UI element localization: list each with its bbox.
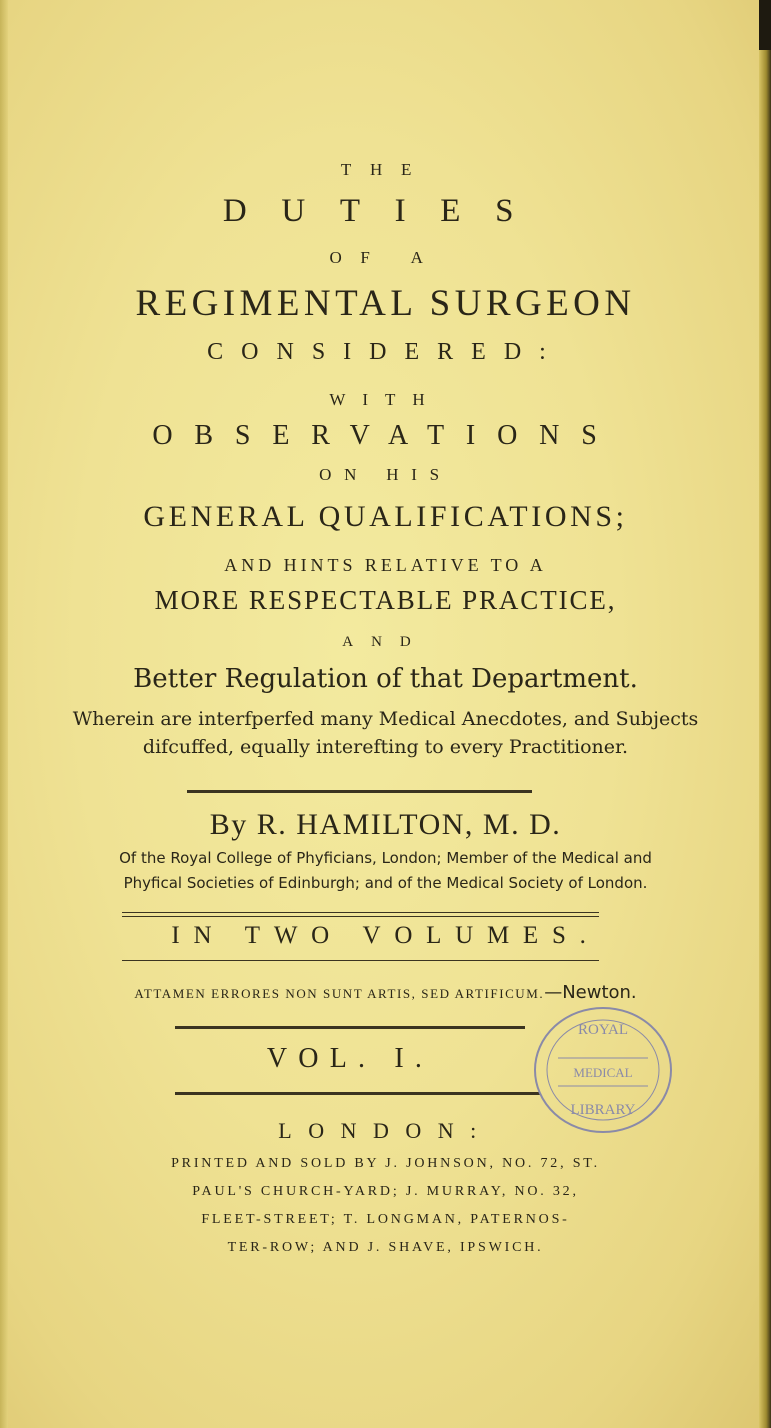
title-of-a: OF A <box>329 248 442 267</box>
imprint-line-4: TER-ROW; AND J. SHAVE, IPSWICH. <box>227 1240 544 1255</box>
title-general-qualifications: GENERAL QUALIFICATIONS; <box>143 500 628 533</box>
title-considered: CONSIDERED: <box>207 339 564 365</box>
divider-rule <box>175 1026 525 1029</box>
title-observations: OBSERVATIONS <box>152 420 619 451</box>
title-with: WITH <box>329 390 442 409</box>
imprint-city: LONDON: <box>278 1118 493 1143</box>
title-better-regulation: Better Regulation of that Department. <box>133 664 638 694</box>
divider-rule <box>122 916 599 917</box>
title-duties: DUTIES <box>222 193 549 229</box>
title-more-respectable: MORE RESPECTABLE PRACTICE, <box>154 585 617 615</box>
title-and-hints: AND HINTS RELATIVE TO A <box>224 555 547 575</box>
imprint-line-2: PAUL'S CHURCH-YARD; J. MURRAY, NO. 32, <box>192 1184 579 1199</box>
motto-attribution: —Newton. <box>544 982 637 1003</box>
imprint-line-3: FLEET-STREET; T. LONGMAN, PATERNOS- <box>201 1212 570 1227</box>
divider-rule <box>175 1092 540 1095</box>
page-edge-corner <box>759 0 771 50</box>
title-and: AND <box>342 634 429 650</box>
motto-text: ATTAMEN ERRORES NON SUNT ARTIS, SED ARTIFICUM. <box>134 986 545 1001</box>
divider-rule <box>187 790 532 793</box>
title-regimental-surgeon: REGIMENTAL SURGEON <box>135 283 636 324</box>
author-by-line: By R. HAMILTON, M. D. <box>209 808 562 841</box>
author-affiliation-2: Phyfical Societies of Edinburgh; and of the Medical Society of London. <box>123 874 648 892</box>
author-affiliation-1: Of the Royal College of Phyficians, London; Member of the Medical and <box>119 849 652 867</box>
stamp-text-bottom: LIBRARY <box>570 1102 636 1118</box>
stamp-text-middle: MEDICAL <box>573 1065 633 1080</box>
stamp-text-top: ROYAL <box>577 1022 629 1038</box>
library-stamp <box>528 1000 678 1140</box>
title-the: THE <box>340 160 431 179</box>
volumes-line: IN TWO VOLUMES. <box>171 922 600 949</box>
imprint-line-1: PRINTED AND SOLD BY J. JOHNSON, NO. 72, ST. <box>171 1156 600 1171</box>
divider-rule <box>122 912 599 913</box>
divider-rule <box>122 960 599 961</box>
volume-label: VOL. I. <box>266 1043 434 1074</box>
title-on-his: ON HIS <box>319 465 452 484</box>
subtitle-discussed: difcuffed, equally interefting to every Practitioner. <box>142 736 629 758</box>
subtitle-wherein: Wherein are interfperfed many Medical Anecdotes, and Subjects <box>72 708 699 730</box>
